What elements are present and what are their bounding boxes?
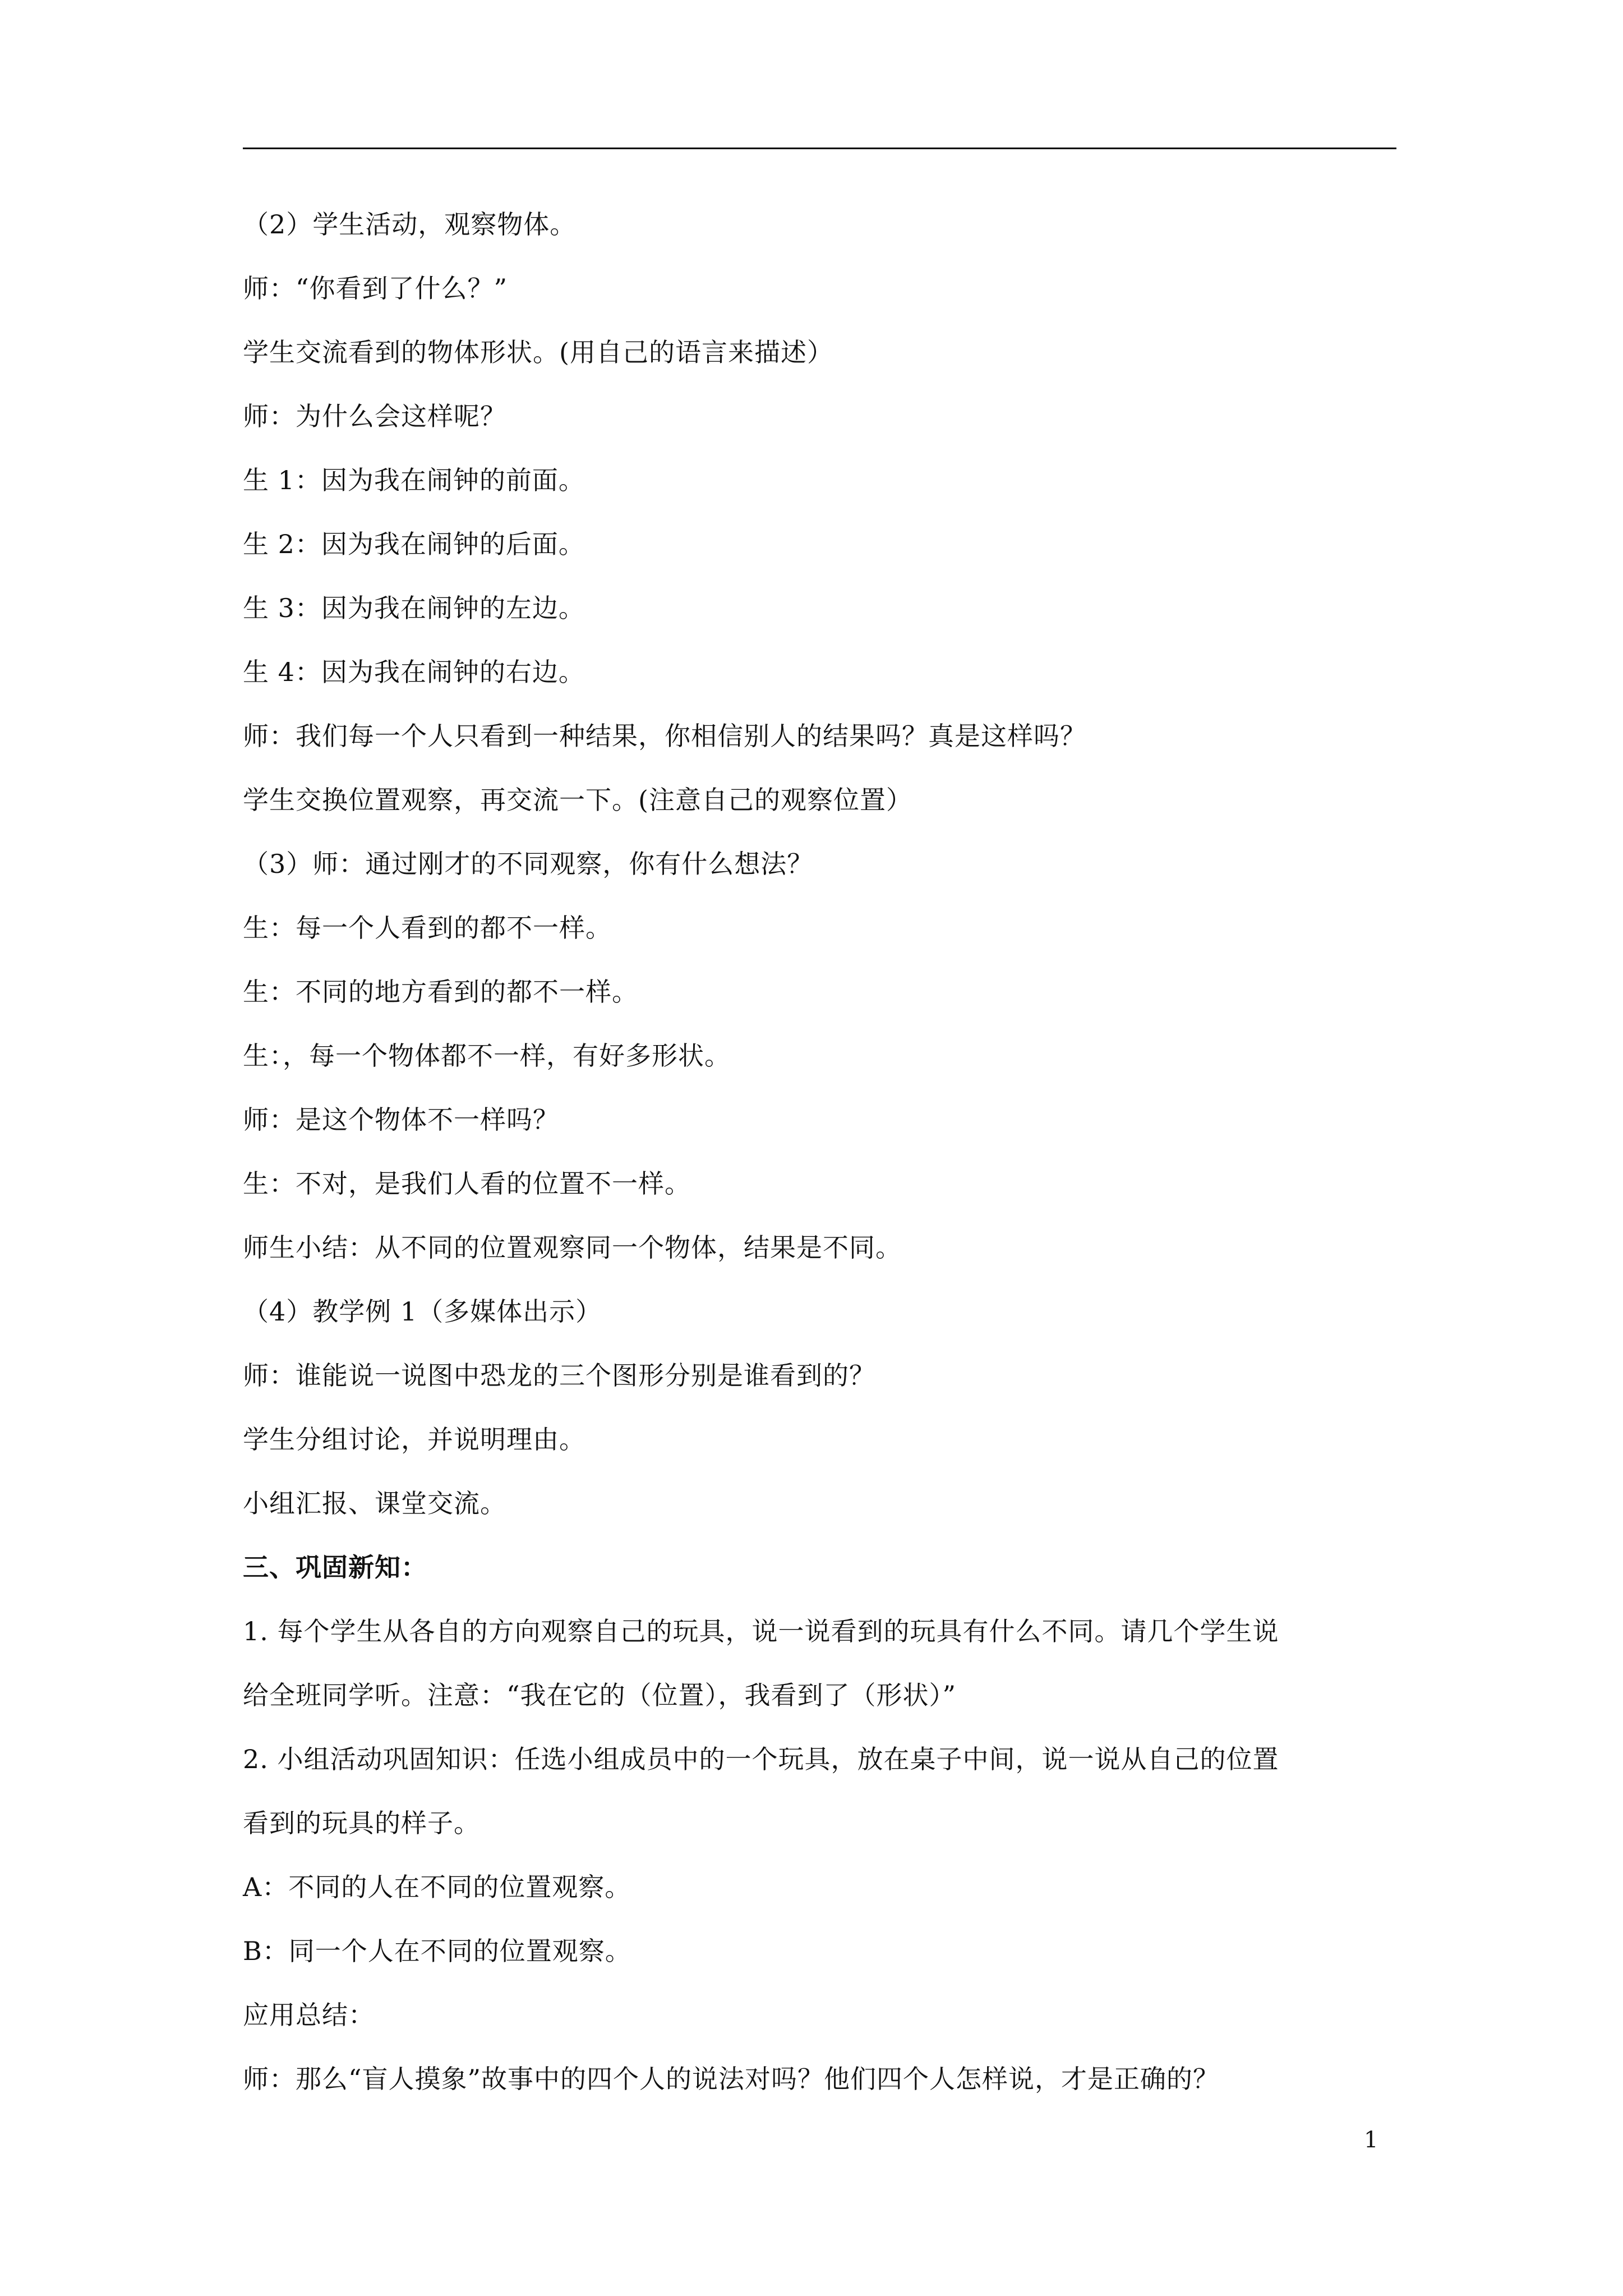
text-line: 师：那么“盲人摸象”故事中的四个人的说法对吗？他们四个人怎样说，才是正确的？: [243, 2064, 1220, 2094]
text-line: 2. 小组活动巩固知识：任选小组成员中的一个玩具，放在桌子中间，说一说从自己的位置: [243, 1744, 1279, 1774]
text-line: （3）师：通过刚才的不同观察，你有什么想法？: [243, 849, 814, 879]
section-heading: 三、巩固新知：: [243, 1552, 427, 1582]
text-line: 师生小结：从不同的位置观察同一个物体，结果是不同。: [243, 1232, 902, 1263]
text-line: 生 3：因为我在闹钟的左边。: [243, 593, 585, 623]
page-number: 1: [1364, 2127, 1378, 2153]
text-line: 生：每一个人看到的都不一样。: [243, 913, 612, 943]
text-line: 应用总结：: [243, 2000, 375, 2030]
text-line: A：不同的人在不同的位置观察。: [243, 1872, 631, 1902]
text-line: 小组汇报、课堂交流。: [243, 1488, 506, 1519]
text-line: 生 2：因为我在闹钟的后面。: [243, 529, 585, 559]
text-line: 给全班同学听。注意：“我在它的（位置），我看到了（形状）”: [243, 1680, 957, 1710]
text-line: 生：不同的地方看到的都不一样。: [243, 977, 638, 1007]
text-line: （2）学生活动，观察物体。: [243, 209, 577, 240]
text-line: 师：是这个物体不一样吗？: [243, 1105, 559, 1135]
text-line: 师：为什么会这样呢？: [243, 401, 506, 431]
text-line: 生：不对，是我们人看的位置不一样。: [243, 1168, 691, 1199]
text-line: 学生交流看到的物体形状。(用自己的语言来描述）: [243, 337, 833, 367]
text-line: 生 1：因为我在闹钟的前面。: [243, 465, 585, 495]
header-rule: [243, 148, 1396, 149]
text-line: 师：我们每一个人只看到一种结果，你相信别人的结果吗？真是这样吗？: [243, 721, 1086, 751]
text-line: 学生交换位置观察，再交流一下。(注意自己的观察位置）: [243, 785, 912, 815]
text-line: B：同一个人在不同的位置观察。: [243, 1936, 631, 1966]
text-line: 1. 每个学生从各自的方向观察自己的玩具，说一说看到的玩具有什么不同。请几个学生说: [243, 1616, 1279, 1646]
text-line: 师：谁能说一说图中恐龙的三个图形分别是谁看到的？: [243, 1360, 875, 1391]
text-line: 学生分组讨论，并说明理由。: [243, 1424, 585, 1455]
text-line: 生：，每一个物体都不一样，有好多形状。: [243, 1041, 731, 1071]
text-line: 生 4：因为我在闹钟的右边。: [243, 657, 585, 687]
text-line: 看到的玩具的样子。: [243, 1808, 480, 1838]
text-line: （4）教学例 1（多媒体出示）: [243, 1296, 602, 1327]
text-line: 师：“你看到了什么？”: [243, 273, 508, 303]
